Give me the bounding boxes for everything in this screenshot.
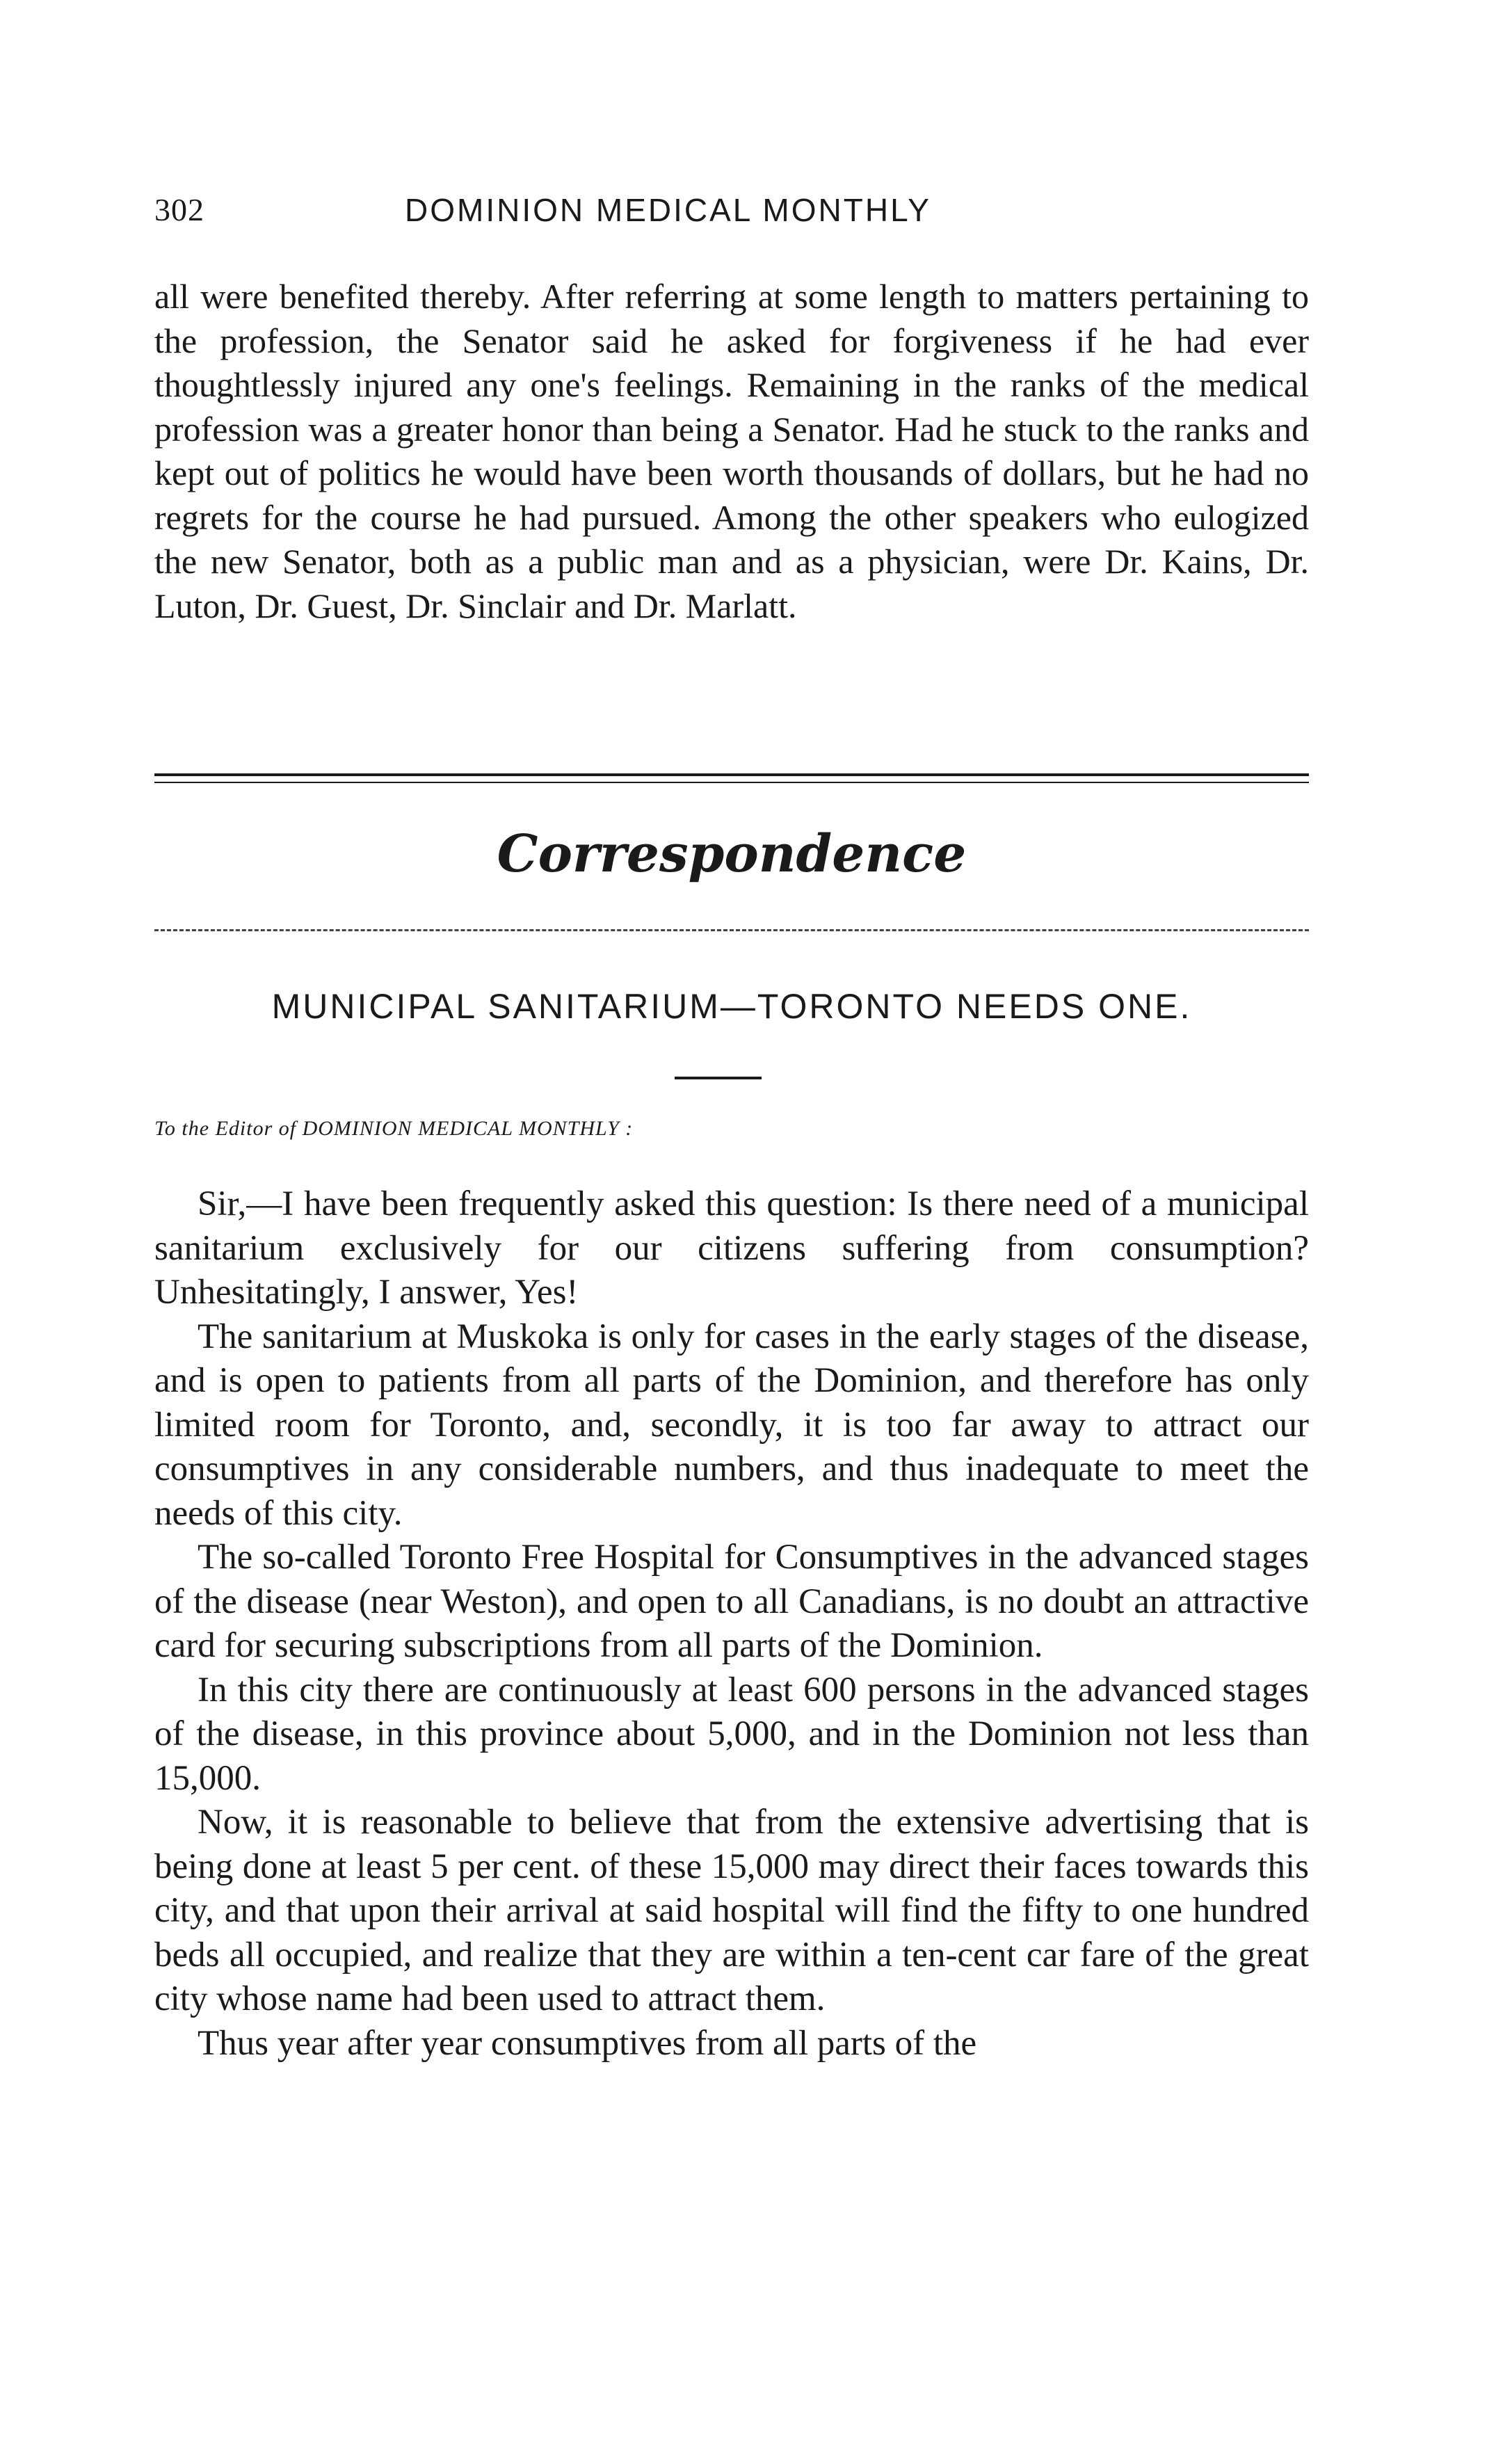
letter-paragraph: Sir,—I have been frequently asked this question: Is there need of a municipal sanitarium exclusively for our citizens suffering from consumption? Unhesitatingly, I answer, Yes! [154,1184,1309,1312]
double-rule-bottom [154,782,1309,783]
salutation: To the Editor of DOMINION MEDICAL MONTHLY : [154,1117,634,1140]
article-title: MUNICIPAL SANITARIUM—TORONTO NEEDS ONE. [271,987,1192,1026]
short-divider [675,1077,762,1079]
dashed-rule [154,929,1309,931]
letter-paragraph: In this city there are continuously at least 600 persons in the advanced stages of the disease, in this province about 5,000, and in the Dominion not less than 15,000. [154,1670,1309,1798]
running-title: DOMINION MEDICAL MONTHLY [405,192,931,228]
opening-paragraph: all were benefited thereby. After referring at some length to matters pertaining to the profession, the Senator said he asked for forgiveness if he had ever thoughtlessly injured any one's feelings. Remaining in the ranks of the medical profession was a greater honor than being a Senator. Had he stuck to the ranks and kept out of politics he would have been worth thousands of dollars, but he had no regrets for the course he had pursued. Among the other speakers who eulogized the new Senator, both as a public man and as a physician, were Dr. Kains, Dr. Luton, Dr. Guest, Dr. Sinclair and Dr. Marlatt. [154,277,1309,625]
section-heading: Correspondence [497,824,967,884]
letter-paragraph: The sanitarium at Muskoka is only for cases in the early stages of the disease, and is open to patients from all parts of the Dominion, and therefore has only limited room for Toronto, and, secondly, it is too far away to attract our consumptives in any considerable numbers, and thus inadequate to meet the needs of this city. [154,1317,1309,1533]
page-number: 302 [154,192,204,227]
letter-paragraph: The so-called Toronto Free Hospital for Consumptives in the advanced stages of the disease (near Weston), and open to all Canadians, is no doubt an attractive card for securing subscriptions from all parts of the Dominion. [154,1538,1309,1665]
letter-paragraph: Now, it is reasonable to believe that from the extensive advertising that is being done at least 5 per cent. of these 15,000 may direct their faces towards this city, and that upon their arrival at said hospital will find the fifty to one hundred beds all occupied, and realize that they are within a ten-cent car fare of the great city whose name had been used to attract them. [154,1803,1309,2018]
letter-paragraph: Thus year after year consumptives from all parts of the [198,2023,977,2063]
letter-body [154,1182,1309,2066]
page-header [154,191,1309,240]
double-rule-top [154,773,1309,776]
